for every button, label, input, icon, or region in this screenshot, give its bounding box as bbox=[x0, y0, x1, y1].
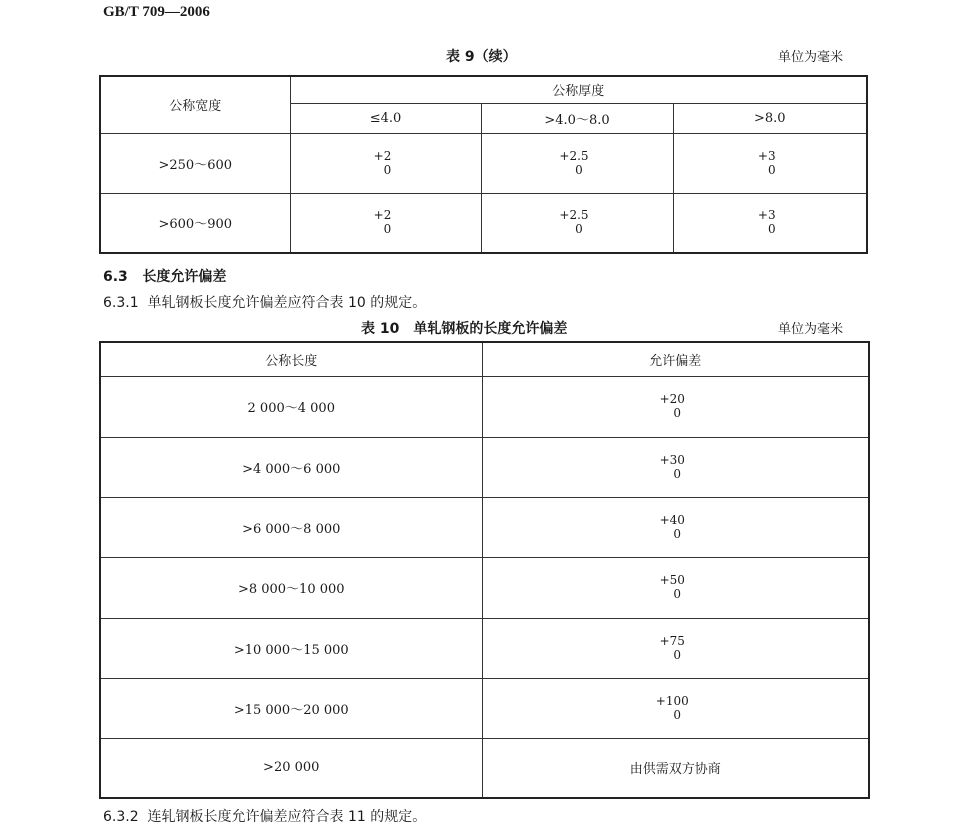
tolerance-lower: 0 bbox=[673, 406, 682, 420]
length-cell: >8 000～10 000 bbox=[100, 557, 482, 618]
tolerance-upper: +2 bbox=[373, 148, 392, 163]
table9-width-cell: >250～600 bbox=[100, 133, 290, 193]
tolerance-lower: 0 bbox=[575, 162, 583, 177]
table9-header-width: 公称宽度 bbox=[100, 76, 290, 133]
tolerance-upper: +3 bbox=[757, 148, 776, 163]
tolerance-cell bbox=[481, 193, 673, 253]
tolerance-cell bbox=[482, 557, 869, 618]
tolerance-lower: 0 bbox=[383, 222, 392, 237]
tolerance-cell bbox=[481, 133, 673, 193]
table-row bbox=[100, 193, 867, 253]
tolerance-cell bbox=[482, 376, 869, 437]
tolerance-cell bbox=[482, 497, 869, 557]
length-cell: >4 000～6 000 bbox=[100, 437, 482, 497]
table9-caption: 表 9（续） bbox=[446, 49, 517, 65]
tolerance-cell bbox=[482, 678, 869, 738]
tolerance-lower: 0 bbox=[673, 647, 682, 662]
table-row bbox=[100, 678, 869, 738]
standard-header: GB/T 709—2006 bbox=[103, 4, 210, 20]
tolerance-upper: +100 bbox=[655, 693, 689, 708]
tolerance-cell bbox=[290, 193, 481, 253]
tolerance-cell bbox=[482, 437, 869, 497]
section-6-3-heading bbox=[103, 266, 226, 286]
table10 bbox=[99, 341, 870, 799]
section-number: 6.3.1 bbox=[103, 295, 139, 311]
section-6-3-2-paragraph bbox=[103, 806, 426, 826]
tolerance-cell bbox=[482, 618, 869, 678]
table-row bbox=[100, 497, 869, 557]
tolerance-upper: +2.5 bbox=[559, 148, 589, 163]
table9 bbox=[99, 75, 868, 254]
tolerance-lower: 0 bbox=[383, 162, 392, 177]
table9-thickness-col: >4.0～8.0 bbox=[481, 103, 673, 133]
tolerance-upper: +50 bbox=[659, 573, 685, 587]
tolerance-text-cell: 由供需双方协商 bbox=[482, 738, 869, 798]
tolerance-lower: 0 bbox=[673, 466, 682, 481]
length-cell: 2 000～4 000 bbox=[100, 376, 482, 437]
length-cell: >20 000 bbox=[100, 738, 482, 798]
section-title: 长度允许偏差 bbox=[142, 269, 227, 285]
table9-thickness-col: ≤4.0 bbox=[290, 103, 481, 133]
tolerance-upper: +75 bbox=[659, 633, 685, 648]
table9-header-thickness: 公称厚度 bbox=[290, 76, 867, 103]
tolerance-upper: +2.5 bbox=[559, 208, 589, 223]
tolerance-lower: 0 bbox=[673, 707, 682, 722]
tolerance-upper: +40 bbox=[659, 512, 685, 527]
table10-header-tolerance: 允许偏差 bbox=[482, 342, 869, 376]
tolerance-lower: 0 bbox=[767, 222, 776, 237]
table-row bbox=[100, 618, 869, 678]
table-row bbox=[100, 738, 869, 798]
length-cell: >15 000～20 000 bbox=[100, 678, 482, 738]
tolerance-lower: 0 bbox=[575, 222, 583, 237]
tolerance-upper: +20 bbox=[659, 392, 685, 406]
table-row bbox=[100, 376, 869, 437]
table10-unit: 单位为毫米 bbox=[778, 322, 844, 337]
section-6-3-1-paragraph bbox=[103, 292, 426, 312]
tolerance-upper: +3 bbox=[757, 208, 776, 223]
tolerance-lower: 0 bbox=[673, 587, 682, 601]
tolerance-cell bbox=[673, 193, 867, 253]
table-row bbox=[100, 557, 869, 618]
tolerance-lower: 0 bbox=[673, 526, 682, 541]
table9-thickness-col: >8.0 bbox=[673, 103, 867, 133]
section-number: 6.3.2 bbox=[103, 809, 139, 825]
tolerance-cell bbox=[673, 133, 867, 193]
table10-caption: 表 10 单轧钢板的长度允许偏差 bbox=[361, 321, 568, 337]
section-number: 6.3 bbox=[103, 269, 128, 285]
length-cell: >10 000～15 000 bbox=[100, 618, 482, 678]
length-cell: >6 000～8 000 bbox=[100, 497, 482, 557]
table-row bbox=[100, 437, 869, 497]
section-text: 连轧钢板长度允许偏差应符合表 11 的规定。 bbox=[147, 809, 427, 825]
table-row bbox=[100, 133, 867, 193]
tolerance-upper: +2 bbox=[373, 208, 392, 223]
table9-unit: 单位为毫米 bbox=[778, 50, 844, 65]
section-text: 单轧钢板长度允许偏差应符合表 10 的规定。 bbox=[147, 295, 427, 311]
table9-width-cell: >600～900 bbox=[100, 193, 290, 253]
tolerance-lower: 0 bbox=[767, 162, 776, 177]
tolerance-cell bbox=[290, 133, 481, 193]
tolerance-upper: +30 bbox=[659, 452, 685, 467]
table10-header-length: 公称长度 bbox=[100, 342, 482, 376]
